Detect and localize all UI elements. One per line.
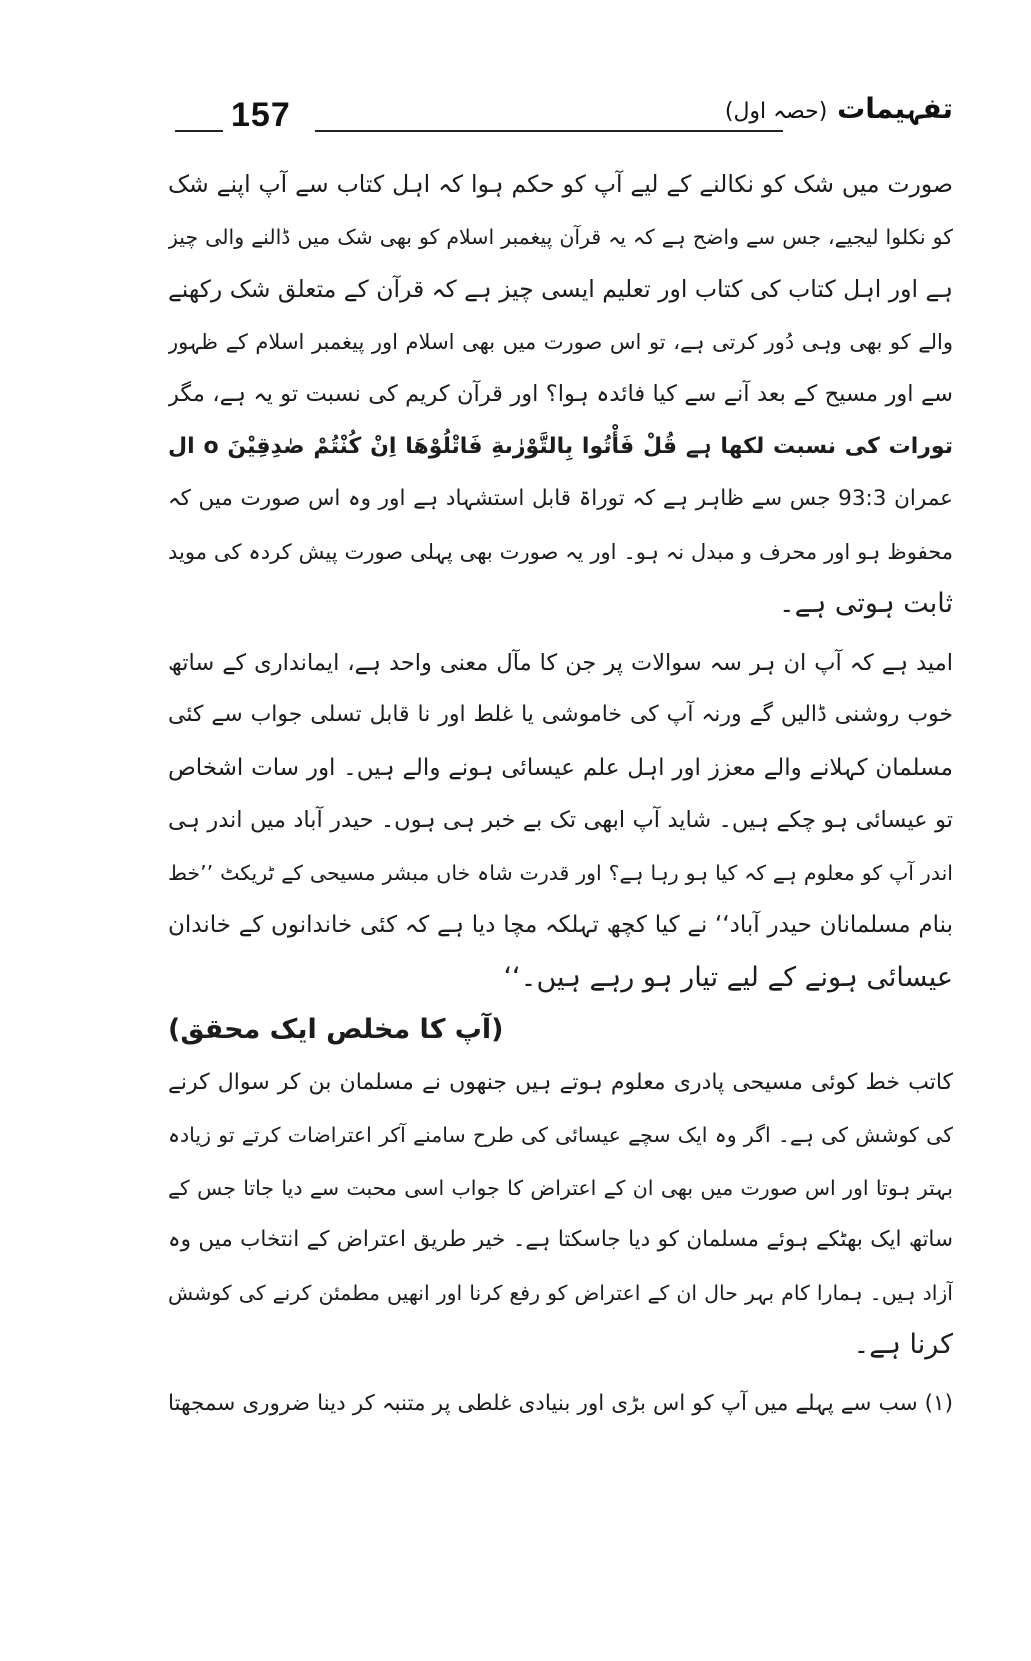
paragraph-1: [168, 158, 953, 631]
running-title: [725, 92, 953, 125]
text-line: والے کو بھی وہی دُور کرتی ہے، تو اس صورت میں بھی اسلام اور پیغمبر اسلام کے ظہور: [168, 329, 953, 354]
text-line: اندر آپ کو معلوم ہے کہ کیا ہو رہا ہے؟ اور قدرت شاہ خاں مبشر مسیحی کے ٹریکٹ ’’خط: [168, 860, 953, 885]
text-line: عیسائی ہونے کے لیے تیار ہو رہے ہیں۔‘‘: [503, 961, 953, 993]
text-line: سے اور مسیح کے بعد آنے سے کیا فائدہ ہوا؟ اور قرآن کریم کی نسبت تو یہ ہے، مگر: [168, 381, 953, 407]
text-line: ساتھ ایک بھٹکے ہوئے مسلمان کو دیا جاسکتا ہے۔ خیر طریق اعتراض کے انتخاب میں وہ: [168, 1227, 953, 1252]
text-line: بنام مسلمانان حیدر آباد‘‘ نے کیا کچھ تہلکہ مچا دیا ہے کہ کئی خاندانوں کے خاندان: [168, 912, 953, 938]
signature: (آپ کا مخلص ایک محقق): [168, 1014, 504, 1045]
page-header: [175, 92, 953, 152]
running-title-main: تفہیمات: [837, 92, 953, 125]
running-title-sub: (حصہ اول): [724, 99, 828, 124]
text-line: بہتر ہوتا اور اس صورت میں بھی ان کے اعتراض کا جواب اسی محبت سے دیا جاتا جس کے: [168, 1175, 953, 1200]
quran-verse-line: تورات کی نسبت لکھا ہے قُلْ فَأْتُوا بِالتَّوْرٰىةِ فَاتْلُوْهَا اِنْ كُنْتُمْ صٰدِقِيْنَ o ال: [168, 433, 953, 459]
paragraph-2: [168, 637, 953, 1057]
header-rule-right: [315, 130, 783, 132]
paragraph-4: [168, 1378, 953, 1431]
text-line: محفوظ ہو اور محرف و مبدل نہ ہو۔ اور یہ صورت بھی پہلی صورت پیش کردہ کی موید: [168, 539, 953, 564]
text-line: آزاد ہیں۔ ہمارا کام بہر حال ان کے اعتراض کو رفع کرنا اور انھیں مطمئن کرنے کی کوشش: [168, 1280, 953, 1305]
page-number: 157: [231, 96, 291, 134]
text-line: کرنا ہے۔: [853, 1329, 953, 1360]
body-text: [168, 158, 953, 1430]
text-line: صورت میں شک کو نکالنے کے لیے آپ کو حکم ہوا کہ اہل کتاب سے آپ اپنے شک: [168, 170, 953, 198]
text-line: کاتب خط کوئی مسیحی پادری معلوم ہوتے ہیں جنھوں نے مسلمان بن کر سوال کرنے: [168, 1069, 953, 1095]
header-rule-left: [175, 130, 223, 132]
text-line: کی کوشش کی ہے۔ اگر وہ ایک سچے عیسائی کی طرح سامنے آکر اعتراضات کرتے تو زیادہ: [168, 1123, 953, 1147]
text-line: کو نکلوا لیجیے، جس سے واضح ہے کہ یہ قرآن پیغمبر اسلام کو بھی شک میں ڈالنے والی چیز: [168, 224, 953, 249]
paragraph-3: [168, 1057, 953, 1372]
text-line: ہے اور اہل کتاب کی کتاب اور تعلیم ایسی چیز ہے کہ قرآن کے متعلق شک رکھنے: [168, 275, 953, 303]
text-line: تو عیسائی ہو چکے ہیں۔ شاید آپ ابھی تک بے خبر ہی ہوں۔ حیدر آباد میں اندر ہی: [168, 807, 953, 833]
text-line: ثابت ہوتی ہے۔: [778, 588, 953, 619]
text-line: مسلمان کہلانے والے معزز اور اہل علم عیسائی ہونے والے ہیں۔ اور سات اشخاص: [168, 754, 953, 781]
text-line: امید ہے کہ آپ ان ہر سہ سوالات پر جن کا مآل معنی واحد ہے، ایمانداری کے ساتھ: [168, 649, 953, 676]
text-line: عمران 93:3 جس سے ظاہر ہے کہ توراۃ قابل استشہاد ہے اور وہ اس صورت میں کہ: [168, 486, 953, 511]
text-line: خوب روشنی ڈالیں گے ورنہ آپ کی خاموشی یا غلط اور نا قابل تسلی جواب سے کئی: [168, 702, 953, 727]
text-line-with-signature: [168, 952, 953, 1057]
text-line: (۱) سب سے پہلے میں آپ کو اس بڑی اور بنیادی غلطی پر متنبہ کر دینا ضروری سمجھتا: [168, 1390, 953, 1416]
